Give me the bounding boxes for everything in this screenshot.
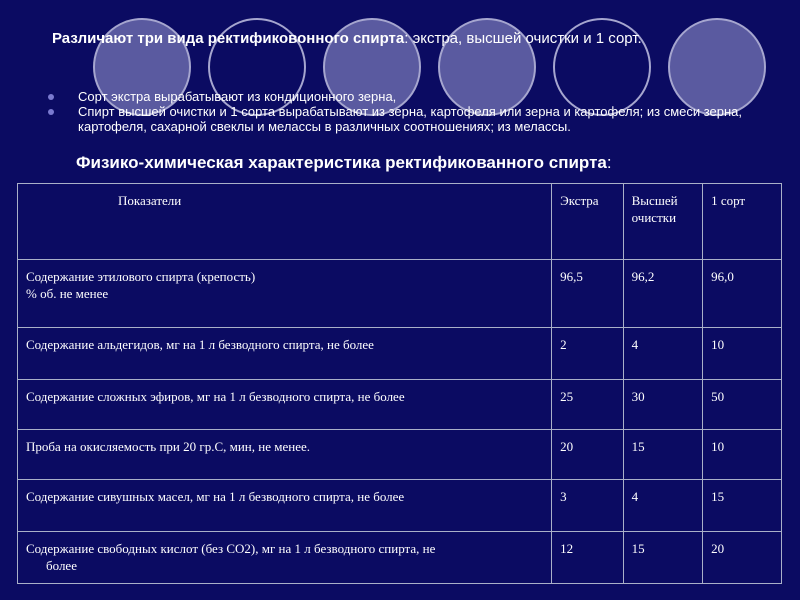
table-row	[18, 260, 782, 328]
slide-title	[52, 30, 772, 48]
header-higher-purity: Высшей очистки	[623, 184, 702, 260]
slide-title-rest: : экстра, высшей очистки и 1 сорт.	[404, 30, 642, 47]
table-row	[18, 380, 782, 430]
row-label-line: более	[46, 558, 77, 573]
cell-extra: 20	[552, 430, 624, 480]
header-first-grade: 1 сорт	[703, 184, 782, 260]
row-label-line: Содержание этилового спирта (крепость)	[26, 269, 256, 284]
cell-extra: 25	[552, 380, 624, 430]
table-row	[18, 532, 782, 584]
bullet-item	[48, 104, 778, 134]
row-label	[18, 532, 552, 584]
cell-higher: 4	[623, 328, 702, 380]
cell-higher: 4	[623, 480, 702, 532]
table-row	[18, 480, 782, 532]
cell-first: 50	[703, 380, 782, 430]
table-heading-rest: :	[606, 153, 612, 172]
header-extra: Экстра	[552, 184, 624, 260]
row-label: Проба на окисляемость при 20 гр.С, мин, не менее.	[18, 430, 552, 480]
slide-title-bold: Различают три вида ректификовонного спирта	[52, 30, 405, 47]
table-heading-bold: Физико-химическая характеристика ректификованного спирта	[76, 153, 607, 172]
cell-extra: 3	[552, 480, 624, 532]
bullet-dot-icon	[48, 109, 54, 115]
cell-extra: 96,5	[552, 260, 624, 328]
cell-higher: 30	[623, 380, 702, 430]
bullet-text: Сорт экстра вырабатывают из кондиционного зерна,	[78, 89, 397, 104]
cell-extra: 2	[552, 328, 624, 380]
cell-first: 15	[703, 480, 782, 532]
cell-first: 10	[703, 430, 782, 480]
row-label-line: % об. не менее	[26, 286, 109, 301]
row-label: Содержание сивушных масел, мг на 1 л безводного спирта, не более	[18, 480, 552, 532]
cell-extra: 12	[552, 532, 624, 584]
table-header-row	[18, 184, 782, 260]
header-indicator: Показатели	[18, 184, 552, 260]
bullet-text: Спирт высшей очистки и 1 сорта вырабатывают из зерна, картофеля или зерна и картофеля; из смеси зерна, картофеля, сахарной свеклы и мелассы в различных соотношениях; из мелассы.	[78, 104, 743, 134]
properties-table	[17, 183, 782, 584]
cell-higher: 15	[623, 430, 702, 480]
row-label: Содержание альдегидов, мг на 1 л безводного спирта, не более	[18, 328, 552, 380]
table-row	[18, 430, 782, 480]
cell-higher: 96,2	[623, 260, 702, 328]
cell-first: 96,0	[703, 260, 782, 328]
row-label-line: Содержание свободных кислот (без СО2), мг на 1 л безводного спирта, не	[26, 541, 436, 556]
bullet-dot-icon	[48, 94, 54, 100]
bullet-item	[48, 89, 778, 104]
table-heading	[76, 153, 612, 173]
row-label	[18, 260, 552, 328]
cell-higher: 15	[623, 532, 702, 584]
row-label: Содержание сложных эфиров, мг на 1 л безводного спирта, не более	[18, 380, 552, 430]
cell-first: 10	[703, 328, 782, 380]
table-row	[18, 328, 782, 380]
bullet-list	[48, 89, 778, 134]
cell-first: 20	[703, 532, 782, 584]
